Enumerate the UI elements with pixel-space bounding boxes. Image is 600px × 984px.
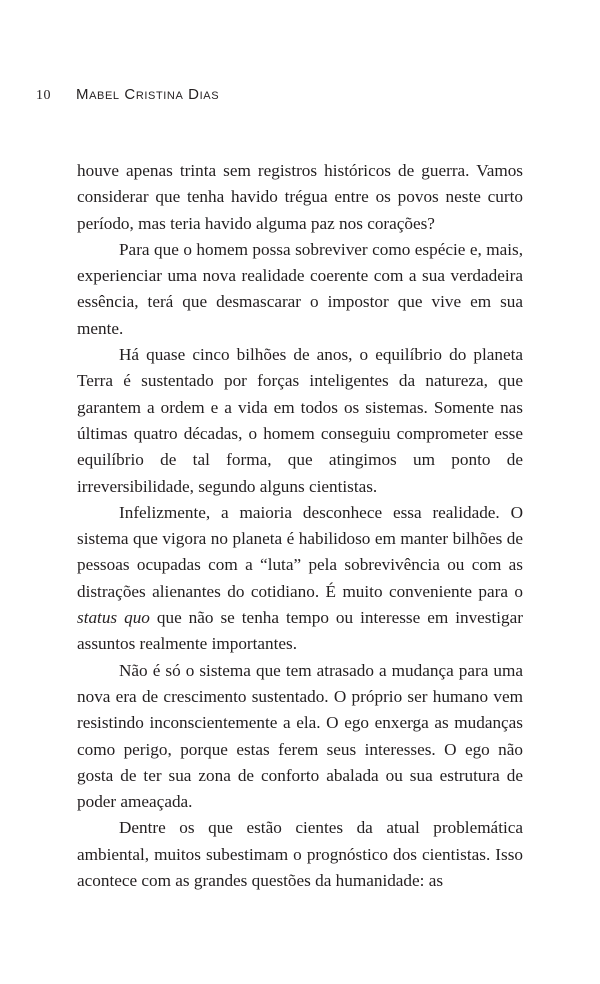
running-title: Mabel Cristina Dias bbox=[76, 86, 220, 103]
running-head bbox=[36, 86, 219, 108]
paragraph: Para que o homem possa sobreviver como espécie e, mais, experienciar uma nova realidade coerente com a sua verdadeira essência, terá que desmascarar o impostor que vive em sua mente. bbox=[77, 239, 523, 338]
page-number: 10 bbox=[36, 88, 51, 103]
italic-phrase: status quo bbox=[77, 608, 150, 628]
paragraph-text: Infelizmente, a maioria desconhece essa realidade. O sistema que vigora no planeta é habilidoso em manter bilhões de pessoas ocupadas com a “luta” pela sobrevivência ou com as distrações alienantes do cotidiano. É muito conveniente para o bbox=[77, 502, 523, 601]
paragraph: Dentre os que estão cientes da atual problemática ambiental, muitos subestimam o prognóstico dos cientistas. Isso acontece com as grandes questões da humanidade: as bbox=[77, 818, 523, 891]
paragraph bbox=[77, 500, 523, 658]
paragraph-continuation: houve apenas trinta sem registros históricos de guerra. Vamos considerar que tenha havido trégua entre os povos neste curto período, mas teria havido alguma paz nos corações? bbox=[77, 161, 523, 233]
paragraph-text: que não se tenha tempo ou interesse em investigar assuntos realmente importantes. bbox=[77, 608, 523, 654]
paragraph: Não é só o sistema que tem atrasado a mudança para uma nova era de crescimento sustentado. O próprio ser humano vem resistindo inconscientemente a ela. O ego enxerga as mudanças como perigo, porque estas ferem seus interesses. O ego não gosta de ter sua zona de conforto abalada ou sua estrutura de poder ameaçada. bbox=[77, 660, 523, 812]
body-text bbox=[77, 158, 523, 894]
paragraph: Há quase cinco bilhões de anos, o equilíbrio do planeta Terra é sustentado por forças inteligentes da natureza, que garantem a ordem e a vida em todos os sistemas. Somente nas últimas quatro décadas, o homem conseguiu comprometer esse equilíbrio de tal forma, que atingimos um ponto de irreversibilidade, segundo alguns cientistas. bbox=[77, 345, 523, 496]
